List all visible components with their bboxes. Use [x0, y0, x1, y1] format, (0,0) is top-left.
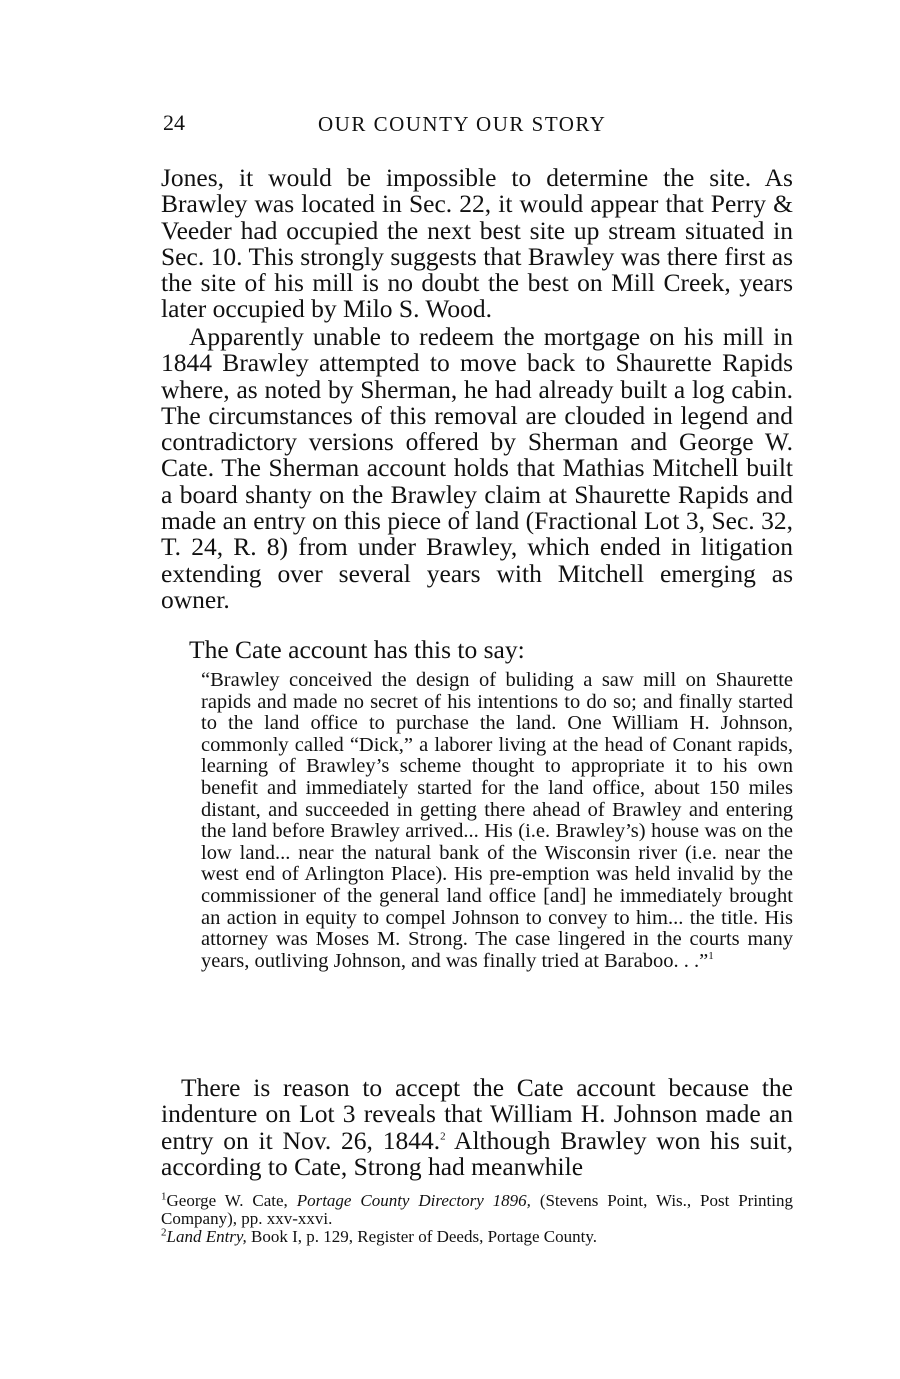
footnote-1-text-b: (Stevens Point, Wis., Post Printing Company), pp. xxv-xxvi. — [161, 1191, 794, 1228]
footnote-1 — [161, 1192, 793, 1228]
page-number: 24 — [163, 110, 185, 135]
footnote-ref-2: 2 — [440, 1130, 446, 1143]
footnote-2-mark: 2 — [161, 1226, 167, 1239]
footnote-2-title: Land Entry, — [166, 1227, 247, 1246]
page-header — [163, 110, 793, 140]
running-head: OUR COUNTY OUR STORY — [318, 112, 607, 136]
block-quote — [201, 670, 793, 972]
footnotes — [161, 1192, 793, 1246]
footnote-2 — [161, 1228, 793, 1246]
footnote-2-text: Book I, p. 129, Register of Deeds, Portage County. — [246, 1227, 597, 1246]
footnote-1-title: Portage County Directory 1896, — [296, 1191, 531, 1210]
paragraph-2: Apparently unable to redeem the mortgage on his mill in 1844 Brawley attempted to move back to Shaurette Rapids where, as noted by Sherman, he had already built a log cabin. The circumstances of this removal are clouded in legend and contradictory versions offered by Sherman and George W. Cate. The Sherman account holds that Mathias Mitchell built a board shanty on the Brawley claim at Shaurette Rapids and made an entry on this piece of land (Fractional Lot 3, Sec. 32, T. 24, R. 8) from under Brawley, which ended in litigation extending over several years with Mitchell emerging as owner. — [161, 322, 793, 614]
footnote-ref-1: 1 — [708, 949, 714, 962]
paragraph-1: Jones, it would be impossible to determine the site. As Brawley was located in Sec. 22, it would appear that Perry & Veeder had occupied the next best site up stream situated in Sec. 10. This strongly suggests that Brawley was there first as the site of his mill is no doubt the best on Mill Creek, years later occupied by Milo S. Wood. — [161, 163, 793, 324]
paragraph-4 — [161, 1075, 793, 1180]
paragraph-3: The Cate account has this to say: — [189, 635, 525, 664]
footnote-1-text-a: George W. Cate, — [166, 1191, 297, 1210]
block-quote-text: “Brawley conceived the design of buliding a saw mill on Shaurette rapids and made no secret of his intentions to do so; and finally started to the land office to purchase the land. One William H. Johnson, commonly called “Dick,” a laborer living at the head of Conant rapids, learning of Brawley’s scheme thought to appropriate it to his own benefit and immediately started for the land office, about 150 miles distant, and succeeded in getting there ahead of Brawley and entering the land before Brawley arrived... His (i.e. Brawley’s) house was on the low land... near the natural bank of the Wisconsin river (i.e. near the west end of Arlington Place). His pre-emption was held invalid by the commissioner of the general land office [and] he immediately brought an action in equity to compel Johnson to convey to him... the title. His attorney was Moses M. Strong. The case lingered in the courts many years, outliving Johnson, and was finally tried at Baraboo. . .” — [201, 669, 793, 972]
paragraph-4-text: There is reason to accept the Cate account because the indenture on Lot 3 reveals that William H. Johnson made an entry on it Nov. 26, 1844. — [161, 1073, 793, 1155]
footnote-1-mark: 1 — [161, 1190, 167, 1203]
paragraph-4-tail: Although Brawley won his suit, according to Cate, Strong had meanwhile — [161, 1125, 793, 1181]
